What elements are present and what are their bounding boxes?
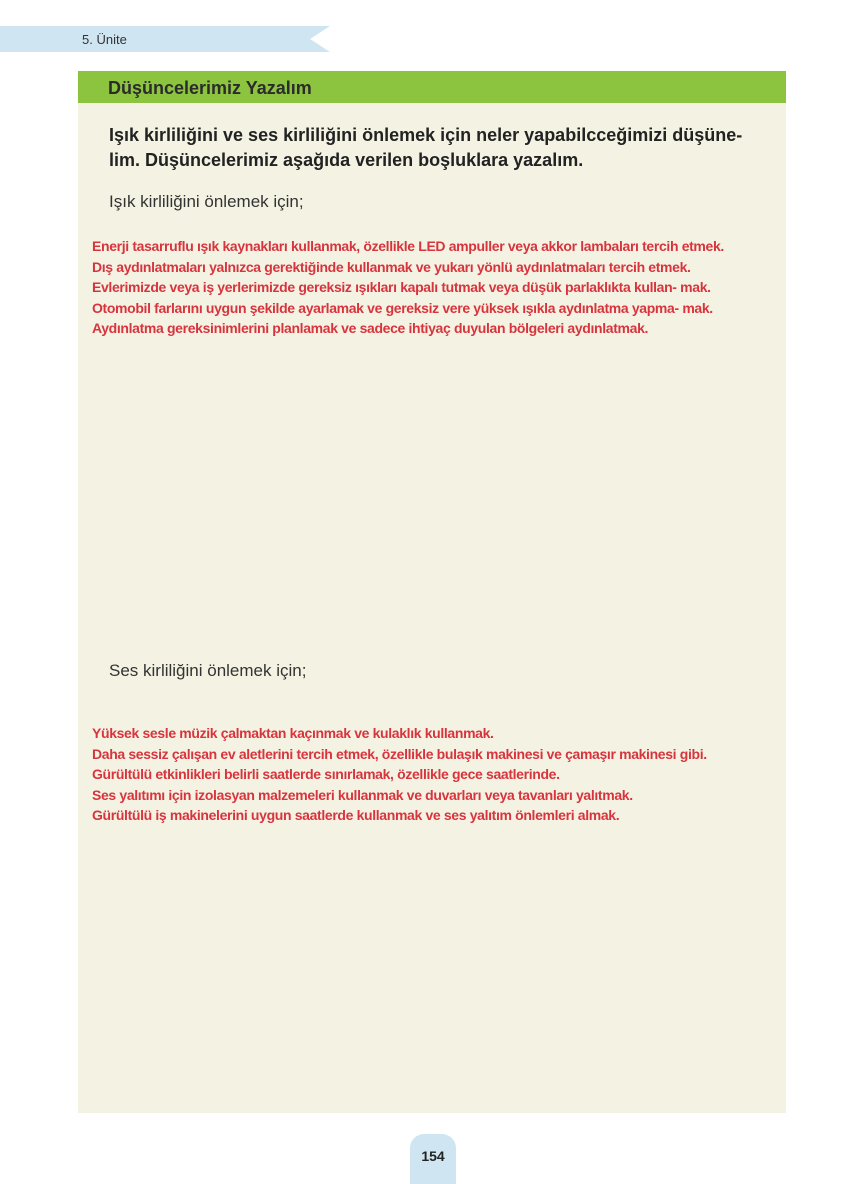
instruction-line-1: Işık kirliliğini ve ses kirliliğini önlemek için neler yapabilcceğimizi düşüne- xyxy=(109,125,743,145)
sound-answer-2: Daha sessiz çalışan ev aletlerini tercih etmek, özellikle bulaşık makinesi ve çamaşır makinesi gibi. xyxy=(92,745,707,762)
light-answer-3: Evlerimizde veya iş yerlerimizde gereksiz ışıkları kapalı tutmak veya düşük parlaklıkta kullan- mak. xyxy=(92,279,711,295)
sound-answer-5: Gürültülü iş makinelerini uygun saatlerde kullanmak ve ses yalıtım önlemleri almak. xyxy=(92,807,620,823)
sound-pollution-answers xyxy=(92,723,768,826)
light-pollution-answers xyxy=(92,236,768,339)
section-header-bar xyxy=(78,71,786,103)
light-pollution-prompt: Işık kirliliğini önlemek için; xyxy=(109,192,304,211)
section-title: Düşüncelerimiz Yazalım xyxy=(108,78,312,98)
light-answer-2: Dış aydınlatmaları yalnızca gerektiğinde kullanmak ve yukarı yönlü aydınlatmaları tercih etmek. xyxy=(92,258,691,275)
sound-answer-3: Gürültülü etkinlikleri belirli saatlerde sınırlamak, özellikle gece saatlerinde. xyxy=(92,766,560,782)
sound-pollution-prompt: Ses kirliliğini önlemek için; xyxy=(109,661,307,680)
unit-tab xyxy=(0,26,330,52)
instruction-line-2: lim. Düşüncelerimiz aşağıda verilen boşluklara yazalım. xyxy=(109,150,584,170)
unit-label: 5. Ünite xyxy=(82,32,127,47)
light-answer-5: Aydınlatma gereksinimlerini planlamak ve sadece ihtiyaç duyulan bölgeleri aydınlatmak. xyxy=(92,320,649,336)
page-number-tab xyxy=(410,1134,456,1184)
sound-answer-1: Yüksek sesle müzik çalmaktan kaçınmak ve kulaklık kullanmak. xyxy=(92,725,494,741)
light-answer-4: Otomobil farlarını uygun şekilde ayarlamak ve gereksiz vere yüksek ışıkla aydınlatma yapma- mak. xyxy=(92,299,713,316)
activity-panel xyxy=(78,71,786,1113)
sound-answer-4: Ses yalıtımı için izolasyan malzemeleri kullanmak ve duvarları veya tavanları yalıtmak. xyxy=(92,786,633,803)
instruction-text xyxy=(109,123,781,173)
light-answer-1: Enerji tasarruflu ışık kaynakları kullanmak, özellikle LED ampuller veya akkor lambaları tercih etmek. xyxy=(92,238,724,254)
page-number: 154 xyxy=(421,1148,445,1164)
